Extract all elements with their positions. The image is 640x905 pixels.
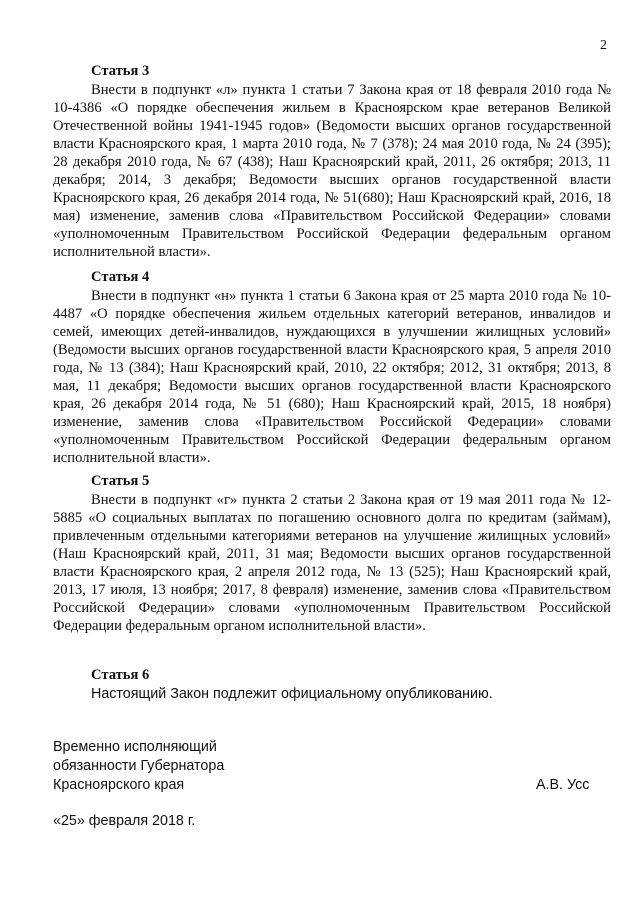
signatory-title-line: обязанности Губернатора	[53, 758, 225, 774]
article-text: Настоящий Закон подлежит официальному опубликованию.	[91, 686, 493, 702]
article-6	[53, 666, 611, 703]
article-5	[53, 472, 611, 635]
article-text: Внести в подпункт «г» пункта 2 статьи 2 Закона края от 19 мая 2011 года № 12-5885 «О социальных выплатах по погашению основного долга по кредитам (займам), привлеченным отдельными категориями ветеранов на улучшение жилищных условий» (Наш Красноярский край, 2011, 31 мая; Ведомости высших органов государственной власти Красноярского края, 2 апреля 2012 года, № 13 (525); Наш Красноярский край, 2013, 17 июля, 13 ноября; 2017, 8 февраля) изменение, заменив слова «Правительством Российской Федерации» словами «уполномоченным Правительством Российской Федерации федеральным органом исполнительной власти».	[53, 492, 611, 634]
article-4	[53, 268, 611, 467]
article-text: Внести в подпункт «л» пункта 1 статьи 7 Закона края от 18 февраля 2010 года № 10-4386 «О порядке обеспечения жильем в Красноярском крае ветеранов Великой Отечественной войны 1941-1945 годов» (Ведомости высших органов государственной власти Красноярского края, 1 марта 2010 года, № 7 (378); 24 мая 2010 года, № 24 (395); 28 декабря 2010 года, № 67 (438); Наш Красноярский край, 2011, 26 октября; 2013, 11 декабря; 2014, 3 декабря; Ведомости высших органов государственной власти Красноярского края, 26 декабря 2014 года, № 51(680); Наш Красноярский край, 2016, 18 мая) изменение, заменив слова «Правительством Российской Федерации» словами «уполномоченным Правительством Российской Федерации федеральным органом исполнительной власти».	[53, 82, 611, 260]
signatory-title-line: Красноярского края	[53, 777, 185, 793]
signatory-title	[53, 738, 224, 795]
article-heading: Статья 3	[91, 63, 150, 79]
page-number: 2	[600, 38, 607, 53]
article-heading: Статья 6	[91, 667, 150, 683]
signatory-title-line: Временно исполняющий	[53, 739, 217, 755]
article-heading: Статья 5	[91, 473, 150, 489]
article-heading: Статья 4	[91, 269, 150, 285]
signatory-name: А.В. Усс	[536, 777, 590, 793]
article-text: Внести в подпункт «н» пункта 1 статьи 6 Закона края от 25 марта 2010 года № 10-4487 «О порядке обеспечения жильем отдельных категорий ветеранов, инвалидов и семей, имеющих детей-инвалидов, нуждающихся в улучшении жилищных условий» (Ведомости высших органов государственной власти Красноярского края, 5 апреля 2010 года, № 13 (384); Наш Красноярский край, 2010, 22 октября; 2012, 31 октября; 2013, 8 мая, 11 декабря; Ведомости высших органов государственной власти Красноярского края, 26 декабря 2014 года, № 51 (680); Наш Красноярский край, 2015, 18 ноября) изменение, заменив слова «Правительством Российской Федерации» словами «уполномоченным Правительством Российской Федерации федеральным органом исполнительной власти».	[53, 288, 611, 466]
article-3	[53, 62, 611, 261]
signing-date: «25» февраля 2018 г.	[53, 813, 196, 829]
